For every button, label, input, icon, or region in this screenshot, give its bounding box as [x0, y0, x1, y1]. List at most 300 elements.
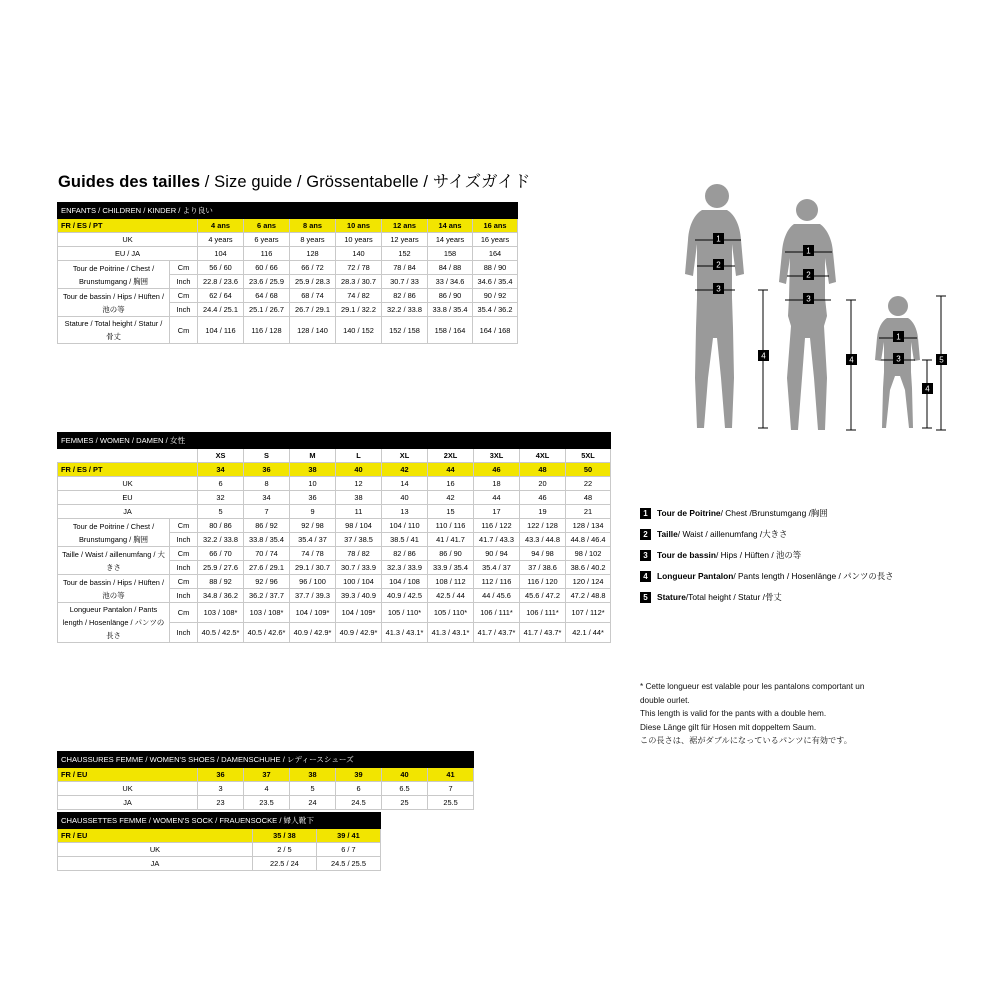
cell: 25 — [382, 796, 428, 810]
unit-cm: Cm — [170, 603, 198, 623]
marker-1: 1 — [896, 332, 901, 342]
cell: 62 / 64 — [198, 289, 244, 303]
children-size: 4 ans — [198, 219, 244, 233]
cell: 32.3 / 33.9 — [382, 561, 428, 575]
cell: 11 — [336, 505, 382, 519]
women-shoes-table — [57, 751, 474, 810]
cell: 44.8 / 46.4 — [566, 533, 611, 547]
cell: 41.3 / 43.1* — [428, 623, 474, 643]
legend-number-2: 2 — [640, 529, 651, 540]
children-fr-row — [58, 219, 518, 233]
cell: 45.6 / 47.2 — [520, 589, 566, 603]
cell: 70 / 74 — [244, 547, 290, 561]
footnote-line: double ourlet. — [640, 695, 690, 705]
cell: 40 — [382, 491, 428, 505]
legend-item — [640, 568, 893, 585]
legend-label-rest: / Hips / Hüften / 池の等 — [715, 550, 802, 560]
cell: 6.5 — [382, 782, 428, 796]
cell: 22.5 / 24 — [252, 857, 316, 871]
cell: 25.1 / 26.7 — [244, 303, 290, 317]
cell: 68 / 74 — [290, 289, 336, 303]
unit-cm: Cm — [170, 547, 198, 561]
marker-4: 4 — [761, 351, 766, 361]
cell: 6 — [198, 477, 244, 491]
cell: 164 / 168 — [473, 317, 518, 344]
row-label: EU / JA — [58, 247, 198, 261]
cell: 158 / 164 — [428, 317, 473, 344]
footnote-line: * Cette longueur est valable pour les pantalons comportant un — [640, 682, 865, 691]
cell: 9 — [290, 505, 336, 519]
cell: 7 — [428, 782, 474, 796]
women-size-table — [57, 432, 611, 643]
cell: 38.5 / 41 — [382, 533, 428, 547]
women-socks-table — [57, 812, 381, 871]
measurement-figures — [655, 178, 975, 478]
cell: 23.5 — [244, 796, 290, 810]
marker-4: 4 — [849, 355, 854, 365]
page-title-bold: Guides des tailles — [58, 173, 201, 191]
cell: 4 years — [198, 233, 244, 247]
cell: 15 — [428, 505, 474, 519]
children-size: 8 ans — [290, 219, 336, 233]
cell: 7 — [244, 505, 290, 519]
cell: 164 — [473, 247, 518, 261]
cell: 21 — [566, 505, 611, 519]
cell: 94 / 98 — [520, 547, 566, 561]
cell: 40.9 / 42.5 — [382, 589, 428, 603]
cell: 40 — [382, 768, 428, 782]
cell: 120 / 124 — [566, 575, 611, 589]
row-label: UK — [58, 843, 253, 857]
measure-label: Stature / Total height / Statur / 骨丈 — [58, 317, 170, 344]
marker-5: 5 — [939, 355, 944, 365]
legend-label-bold: Taille — [657, 529, 678, 539]
cell: 32 — [198, 491, 244, 505]
cell: 80 / 86 — [198, 519, 244, 533]
cell: 8 — [244, 477, 290, 491]
cell: 26.7 / 29.1 — [290, 303, 336, 317]
unit-cm: Cm — [170, 289, 198, 303]
cell: 10 years — [336, 233, 382, 247]
cell: 42 — [382, 463, 428, 477]
measure-label: Tour de Poitrine / Chest / Brunstumgang / 胸囲 — [58, 261, 170, 289]
table-row — [58, 843, 381, 857]
cell: 47.2 / 48.8 — [566, 589, 611, 603]
legend-label-rest: / Chest /Brunstumgang /胸囲 — [720, 508, 828, 518]
cell: 56 / 60 — [198, 261, 244, 275]
cell: 37 / 38.5 — [336, 533, 382, 547]
cell: 35.4 / 37 — [474, 561, 520, 575]
cell: 66 / 70 — [198, 547, 244, 561]
shoes-region-label: FR / EU — [58, 768, 198, 782]
cell: 3 — [198, 782, 244, 796]
cell: 78 / 84 — [382, 261, 428, 275]
women-table-header-row — [58, 433, 611, 449]
cell: 24.4 / 25.1 — [198, 303, 244, 317]
table-row — [58, 603, 611, 623]
cell: 35.4 / 36.2 — [473, 303, 518, 317]
cell: 66 / 72 — [290, 261, 336, 275]
table-row — [58, 519, 611, 533]
cell: 128 / 134 — [566, 519, 611, 533]
cell: 40.9 / 42.9* — [290, 623, 336, 643]
unit-inch: Inch — [170, 561, 198, 575]
cell: 103 / 108* — [244, 603, 290, 623]
cell: 74 / 82 — [336, 289, 382, 303]
cell: 96 / 100 — [290, 575, 336, 589]
marker-2: 2 — [716, 260, 721, 270]
children-size-table — [57, 202, 518, 344]
cell: 72 / 78 — [336, 261, 382, 275]
row-label: EU — [58, 491, 198, 505]
unit-inch: Inch — [170, 303, 198, 317]
cell: 38.6 / 40.2 — [566, 561, 611, 575]
socks-table-header: CHAUSSETTES FEMME / WOMEN'S SOCK / FRAUENSOCKE / 婦人靴下 — [58, 813, 381, 829]
children-size: 12 ans — [382, 219, 428, 233]
table-row — [58, 857, 381, 871]
cell: 104 / 110 — [382, 519, 428, 533]
table-row — [58, 317, 518, 344]
shoes-table-header: CHAUSSURES FEMME / WOMEN'S SHOES / DAMENSCHUHE / レディースシューズ — [58, 752, 474, 768]
size-header: M — [290, 449, 336, 463]
cell: 42.5 / 44 — [428, 589, 474, 603]
cell: 5 — [290, 782, 336, 796]
cell: 104 — [198, 247, 244, 261]
legend-label-bold: Stature — [657, 592, 686, 602]
marker-3: 3 — [806, 294, 811, 304]
cell: 35 / 38 — [252, 829, 316, 843]
cell: 78 / 82 — [336, 547, 382, 561]
cell: 88 / 92 — [198, 575, 244, 589]
cell: 42 — [428, 491, 474, 505]
children-size: 10 ans — [336, 219, 382, 233]
cell: 64 / 68 — [244, 289, 290, 303]
row-label: JA — [58, 857, 253, 871]
cell: 6 / 7 — [316, 843, 380, 857]
cell: 6 years — [244, 233, 290, 247]
table-row — [58, 547, 611, 561]
table-row — [58, 289, 518, 303]
male-silhouette — [685, 184, 744, 428]
cell: 36 — [244, 463, 290, 477]
cell: 100 / 104 — [336, 575, 382, 589]
cell: 92 / 98 — [290, 519, 336, 533]
cell: 34.8 / 36.2 — [198, 589, 244, 603]
cell: 5 — [198, 505, 244, 519]
cell: 33 / 34.6 — [428, 275, 473, 289]
cell: 110 / 116 — [428, 519, 474, 533]
cell: 25.9 / 28.3 — [290, 275, 336, 289]
children-table-header-row — [58, 203, 518, 219]
cell: 46 — [474, 463, 520, 477]
cell: 108 / 112 — [428, 575, 474, 589]
size-header: 4XL — [520, 449, 566, 463]
unit-inch: Inch — [170, 623, 198, 643]
cell: 82 / 86 — [382, 289, 428, 303]
cell: 37 / 38.6 — [520, 561, 566, 575]
cell: 44 / 45.6 — [474, 589, 520, 603]
cell: 40 — [336, 463, 382, 477]
footnote — [640, 680, 864, 748]
cell: 48 — [520, 463, 566, 477]
cell: 44 — [474, 491, 520, 505]
cell: 105 / 110* — [428, 603, 474, 623]
unit-inch: Inch — [170, 533, 198, 547]
cell: 13 — [382, 505, 428, 519]
row-label: UK — [58, 477, 198, 491]
page-title-rest: / Size guide / Grössentabelle / サイズガイド — [200, 173, 531, 191]
size-header: 2XL — [428, 449, 474, 463]
cell: 158 — [428, 247, 473, 261]
cell: 41.7 / 43.3 — [474, 533, 520, 547]
cell: 116 / 128 — [244, 317, 290, 344]
cell: 46 — [520, 491, 566, 505]
children-size: 16 ans — [473, 219, 518, 233]
cell: 23.6 / 25.9 — [244, 275, 290, 289]
cell: 8 years — [290, 233, 336, 247]
shoes-fr-row — [58, 768, 474, 782]
legend-number-4: 4 — [640, 571, 651, 582]
row-label: JA — [58, 505, 198, 519]
cell: 82 / 86 — [382, 547, 428, 561]
socks-region-label: FR / EU — [58, 829, 253, 843]
socks-fr-row — [58, 829, 381, 843]
footnote-line: Diese Länge gilt für Hosen mit doppeltem Saum. — [640, 722, 817, 732]
cell: 17 — [474, 505, 520, 519]
cell: 50 — [566, 463, 611, 477]
cell: 128 — [290, 247, 336, 261]
table-row — [58, 796, 474, 810]
table-row — [58, 505, 611, 519]
cell: 36 — [290, 491, 336, 505]
unit-cm: Cm — [170, 261, 198, 275]
children-size: 14 ans — [428, 219, 473, 233]
shoes-table-header-row — [58, 752, 474, 768]
cell: 116 / 120 — [520, 575, 566, 589]
page-title — [58, 168, 531, 192]
cell: 38 — [290, 768, 336, 782]
cell: 98 / 104 — [336, 519, 382, 533]
cell: 42.1 / 44* — [566, 623, 611, 643]
cell: 32.2 / 33.8 — [382, 303, 428, 317]
cell: 24.5 / 25.5 — [316, 857, 380, 871]
cell: 107 / 112* — [566, 603, 611, 623]
cell: 152 — [382, 247, 428, 261]
cell: 29.1 / 30.7 — [290, 561, 336, 575]
cell: 18 — [474, 477, 520, 491]
children-table-header: ENFANTS / CHILDREN / KINDER / より良い — [58, 203, 518, 219]
cell: 48 — [566, 491, 611, 505]
cell: 33.8 / 35.4 — [428, 303, 473, 317]
cell: 92 / 96 — [244, 575, 290, 589]
female-silhouette — [779, 199, 836, 430]
cell: 41 — [428, 768, 474, 782]
cell: 37.7 / 39.3 — [290, 589, 336, 603]
footnote-line: この長さは、裾がダブルになっているパンツに有効です。 — [640, 736, 852, 745]
cell: 104 / 109* — [336, 603, 382, 623]
size-header: 3XL — [474, 449, 520, 463]
cell: 41.7 / 43.7* — [474, 623, 520, 643]
size-header: XS — [198, 449, 244, 463]
cell: 23 — [198, 796, 244, 810]
cell: 84 / 88 — [428, 261, 473, 275]
cell: 27.6 / 29.1 — [244, 561, 290, 575]
cell: 33.9 / 35.4 — [428, 561, 474, 575]
cell: 32.2 / 33.8 — [198, 533, 244, 547]
legend-label-bold: Tour de Poitrine — [657, 508, 721, 518]
cell: 40.5 / 42.6* — [244, 623, 290, 643]
row-label: UK — [58, 782, 198, 796]
cell: 86 / 90 — [428, 289, 473, 303]
cell: 24.5 — [336, 796, 382, 810]
table-row — [58, 477, 611, 491]
cell: 37 — [244, 768, 290, 782]
cell: 25.9 / 27.6 — [198, 561, 244, 575]
cell: 104 / 109* — [290, 603, 336, 623]
cell: 106 / 111* — [520, 603, 566, 623]
legend-number-5: 5 — [640, 592, 651, 603]
unit-inch: Inch — [170, 589, 198, 603]
cell: 38 — [290, 463, 336, 477]
cell: 4 — [244, 782, 290, 796]
cell: 25.5 — [428, 796, 474, 810]
measure-label: Longueur Pantalon / Pants length / Hosenlänge / パンツの長さ — [58, 603, 170, 643]
measure-label: Tour de bassin / Hips / Hüften / 池の等 — [58, 289, 170, 317]
table-row — [58, 261, 518, 275]
cell: 60 / 66 — [244, 261, 290, 275]
cell: 34 — [198, 463, 244, 477]
marker-3: 3 — [716, 284, 721, 294]
cell: 105 / 110* — [382, 603, 428, 623]
size-header: L — [336, 449, 382, 463]
size-header: XL — [382, 449, 428, 463]
cell: 103 / 108* — [198, 603, 244, 623]
cell: 16 years — [473, 233, 518, 247]
cell: 38 — [336, 491, 382, 505]
socks-table-header-row — [58, 813, 381, 829]
footnote-line: This length is valid for the pants with a double hem. — [640, 709, 827, 718]
cell: 29.1 / 32.2 — [336, 303, 382, 317]
cell: 20 — [520, 477, 566, 491]
legend-item — [640, 589, 893, 606]
cell: 6 — [336, 782, 382, 796]
cell: 16 — [428, 477, 474, 491]
legend-label-bold: Tour de bassin — [657, 550, 716, 560]
women-size-header-row — [58, 449, 611, 463]
cell: 34.6 / 35.4 — [473, 275, 518, 289]
cell: 40.5 / 42.5* — [198, 623, 244, 643]
table-row — [58, 247, 518, 261]
cell: 140 / 152 — [336, 317, 382, 344]
cell: 43.3 / 44.8 — [520, 533, 566, 547]
spacer — [58, 449, 198, 463]
legend-item — [640, 505, 893, 522]
marker-1: 1 — [716, 234, 721, 244]
cell: 33.8 / 35.4 — [244, 533, 290, 547]
legend-label-bold: Longueur Pantalon — [657, 571, 734, 581]
legend-label-rest: / Pants length / Hosenlänge / パンツの長さ — [733, 571, 894, 581]
cell: 112 / 116 — [474, 575, 520, 589]
unit-cm: Cm — [170, 575, 198, 589]
cell: 116 — [244, 247, 290, 261]
cell: 19 — [520, 505, 566, 519]
cell: 40.9 / 42.9* — [336, 623, 382, 643]
cell: 74 / 78 — [290, 547, 336, 561]
marker-1: 1 — [806, 246, 811, 256]
cell: 39.3 / 40.9 — [336, 589, 382, 603]
cell: 140 — [336, 247, 382, 261]
cell: 22.8 / 23.6 — [198, 275, 244, 289]
cell: 86 / 92 — [244, 519, 290, 533]
row-label: JA — [58, 796, 198, 810]
cell: 30.7 / 33 — [382, 275, 428, 289]
table-row — [58, 782, 474, 796]
cell: 44 — [428, 463, 474, 477]
unit-cm: Cm — [170, 317, 198, 344]
cell: 98 / 102 — [566, 547, 611, 561]
cell: 104 / 116 — [198, 317, 244, 344]
cell: 90 / 92 — [473, 289, 518, 303]
cell: 14 years — [428, 233, 473, 247]
unit-cm: Cm — [170, 519, 198, 533]
cell: 106 / 111* — [474, 603, 520, 623]
women-region-label: FR / ES / PT — [58, 463, 198, 477]
size-header: 5XL — [566, 449, 611, 463]
legend-item — [640, 547, 893, 564]
legend-item — [640, 526, 893, 543]
women-fr-row — [58, 463, 611, 477]
cell: 128 / 140 — [290, 317, 336, 344]
table-row — [58, 233, 518, 247]
cell: 14 — [382, 477, 428, 491]
cell: 116 / 122 — [474, 519, 520, 533]
cell: 152 / 158 — [382, 317, 428, 344]
cell: 24 — [290, 796, 336, 810]
cell: 30.7 / 33.9 — [336, 561, 382, 575]
legend-number-3: 3 — [640, 550, 651, 561]
children-size: 6 ans — [244, 219, 290, 233]
legend — [640, 505, 893, 610]
unit-inch: Inch — [170, 275, 198, 289]
legend-label-rest: / Waist / aillenumfang /大きさ — [677, 529, 788, 539]
cell: 12 — [336, 477, 382, 491]
legend-number-1: 1 — [640, 508, 651, 519]
measure-label: Taille / Waist / aillenumfang / 大きさ — [58, 547, 170, 575]
children-region-label: FR / ES / PT — [58, 219, 198, 233]
cell: 41.3 / 43.1* — [382, 623, 428, 643]
cell: 12 years — [382, 233, 428, 247]
legend-label-rest: /Total height / Statur /骨丈 — [685, 592, 782, 602]
cell: 35.4 / 37 — [290, 533, 336, 547]
cell: 2 / 5 — [252, 843, 316, 857]
cell: 88 / 90 — [473, 261, 518, 275]
marker-2: 2 — [806, 270, 811, 280]
measure-label: Tour de bassin / Hips / Hüften / 池の等 — [58, 575, 170, 603]
marker-4: 4 — [925, 384, 930, 394]
cell: 122 / 128 — [520, 519, 566, 533]
cell: 34 — [244, 491, 290, 505]
women-table-header: FEMMES / WOMEN / DAMEN / 女性 — [58, 433, 611, 449]
row-label: UK — [58, 233, 198, 247]
table-row — [58, 491, 611, 505]
cell: 36 — [198, 768, 244, 782]
cell: 86 / 90 — [428, 547, 474, 561]
silhouettes-svg — [655, 178, 975, 478]
size-header: S — [244, 449, 290, 463]
marker-3: 3 — [896, 354, 901, 364]
cell: 41.7 / 43.7* — [520, 623, 566, 643]
cell: 41 / 41.7 — [428, 533, 474, 547]
